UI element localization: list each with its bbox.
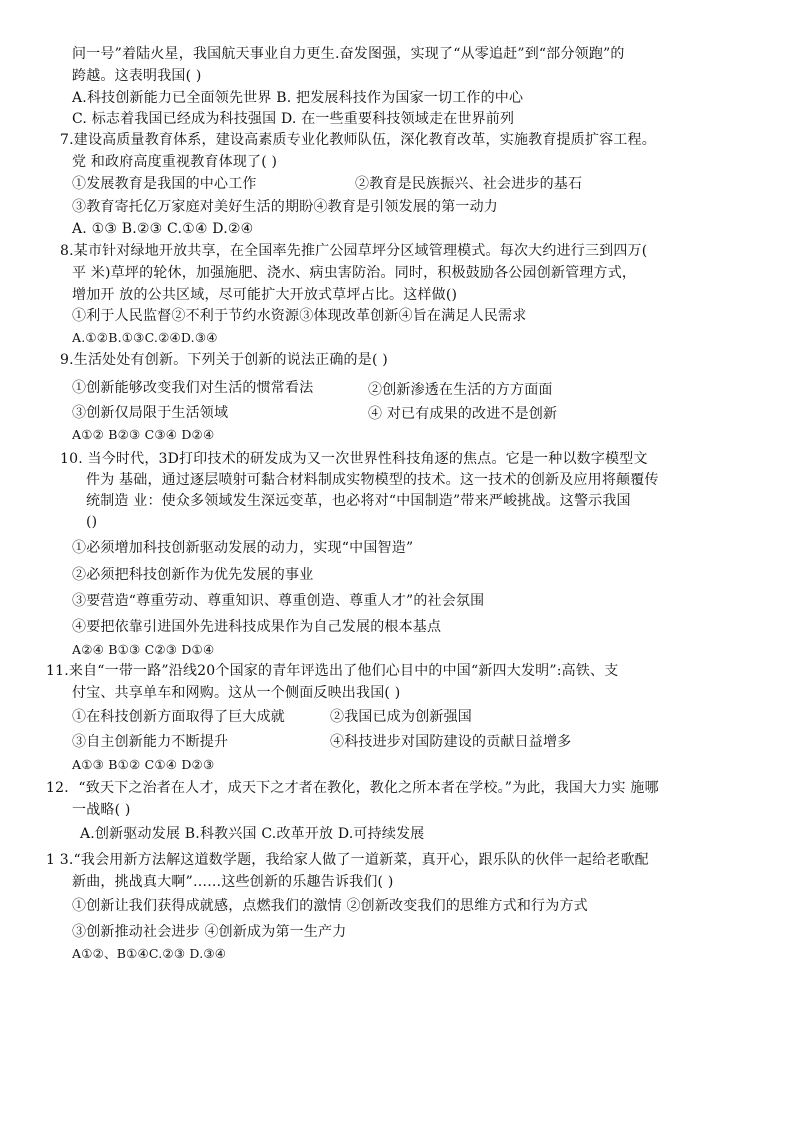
- q9-answers: A①② B②③ C③④ D②④: [72, 427, 215, 442]
- q6-options-cd: C. 标志着我国已经成为科技强国 D. 在一些重要科技领域走在世界前列: [72, 111, 515, 127]
- q13-stem-line1: 1 3.“我会用新方法解这道数学题，我给家人做了一道新菜，真开心，跟乐队的伙伴一起给老歌配: [46, 852, 649, 868]
- q11-stem-line2: 付宝、共享单车和网购。这从一个侧面反映出我国( ): [72, 685, 401, 701]
- q8-choices: ①利于人民监督②不利于节约水资源③体现改革创新④旨在满足人民需求: [72, 308, 527, 324]
- q7-choice-1: ①发展教育是我国的中心工作: [72, 176, 257, 192]
- q8-answers: A.①②B.①③C.②④D.③④: [72, 330, 218, 345]
- q10-stem-line2: 件为 基础，通过逐层喷射可黏合材料制成实物模型的技术。这一技术的创新及应用将颠覆传: [86, 472, 659, 488]
- q11-stem-line1: 11.来自“一带一路”沿线20个国家的青年评选出了他们心目中的中国“新四大发明”:高铁、支: [46, 663, 619, 679]
- q13-choices-3-4: ③创新推动社会进步 ④创新成为第一生产力: [72, 924, 347, 940]
- q10-choice-3: ③要营造“尊重劳动、尊重知识、尊重创造、尊重人才”的社会氛围: [72, 593, 485, 609]
- q7-choice-2: ②教育是民族振兴、社会进步的基石: [355, 176, 583, 192]
- q12-stem-line1: 12．“致天下之治者在人才，成天下之才者在教化，教化之所本者在学校。”为此，我国大力实 施哪: [46, 780, 659, 796]
- q10-stem-line3: 统制造 业：使众多领域发生深远变革，也必将对“中国制造”带来严峻挑战。这警示我国: [86, 493, 631, 509]
- q8-stem-line3: 增加开 放的公共区域，尽可能扩大开放式草坪占比。这样做(): [72, 287, 458, 303]
- q10-stem-line1: 10. 当今时代，3D打印技术的研发成为又一次世界性科技角逐的焦点。它是一种以数字模型文: [60, 451, 648, 467]
- q11-choice-4: ④科技进步对国防建设的贡献日益增多: [330, 734, 572, 750]
- q8-stem-line2: 平 米)草坪的轮休，加强施肥、浇水、病虫害防治。同时，积极鼓励各公园创新管理方式，: [72, 265, 637, 281]
- q6-stem-line2: 跨越。这表明我国( ): [72, 68, 202, 84]
- q13-answers: A①②、B①④C.②③ D.③④: [72, 946, 227, 961]
- q7-stem-line2: 党 和政府高度重视教育体现了( ): [72, 154, 278, 170]
- q11-choice-3: ③自主创新能力不断提升: [72, 734, 229, 750]
- q13-choices-1-2: ①创新让我们获得成就感，点燃我们的激情 ②创新改变我们的思维方式和行为方式: [72, 898, 588, 914]
- q9-stem: 9.生活处处有创新。下列关于创新的说法正确的是( ): [60, 352, 388, 368]
- q7-stem-line1: 7.建设高质量教育体系，建设高素质专业化教师队伍，深化教育改革，实施教育提质扩容工程。: [60, 132, 656, 148]
- q6-options-ab: A.科技创新能力已全面领先世界 B. 把发展科技作为国家一切工作的中心: [72, 90, 524, 106]
- q11-choice-1: ①在科技创新方面取得了巨大成就: [72, 709, 285, 725]
- q8-stem-line1: 8.某市针对绿地开放共享，在全国率先推广公园草坪分区域管理模式。每次大约进行三到四万(: [60, 243, 648, 259]
- q9-choice-3: ③创新仅局限于生活领域: [72, 405, 229, 421]
- q13-stem-line2: 新曲，挑战真大啊”……这些创新的乐趣告诉我们( ): [72, 874, 394, 890]
- q9-choice-1: ①创新能够改变我们对生活的惯常看法: [72, 380, 314, 396]
- q12-stem-line2: 一战略( ): [72, 802, 131, 818]
- q7-answers: A. ①③ B.②③ C.①④ D.②④: [72, 221, 254, 237]
- q11-answers: A①③ B①② C①④ D②③: [72, 757, 215, 772]
- q6-stem-line1: 问一号”着陆火星，我国航天事业自力更生.奋发图强，实现了“从零追赶”到“部分领跑”的: [72, 46, 625, 62]
- q10-choice-4: ④要把依靠引进国外先进科技成果作为自己发展的根本基点: [72, 619, 442, 635]
- q10-choice-2: ②必须把科技创新作为优先发展的事业: [72, 567, 314, 583]
- q10-stem-line4: (): [86, 514, 98, 530]
- q11-choice-2: ②我国已成为创新强国: [330, 709, 472, 725]
- q12-answers: A.创新驱动发展 B.科教兴国 C.改革开放 D.可持续发展: [80, 826, 425, 842]
- q9-choice-4: ④ 对已有成果的改进不是创新: [368, 406, 558, 422]
- q7-choices-3-4: ③教育寄托亿万家庭对美好生活的期盼④教育是引领发展的第一动力: [72, 199, 498, 215]
- q9-choice-2: ②创新渗透在生活的方方面面: [368, 382, 553, 398]
- q10-choice-1: ①必须增加科技创新驱动发展的动力，实现“中国智造”: [72, 540, 414, 556]
- q10-answers: A②④ B①③ C②③ D①④: [72, 642, 215, 657]
